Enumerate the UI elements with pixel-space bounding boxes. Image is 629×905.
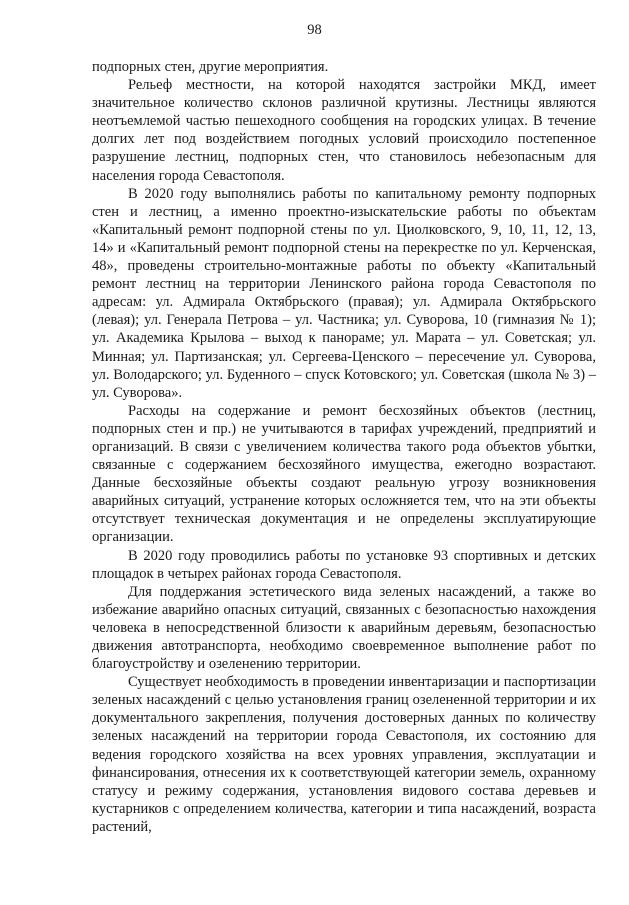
page-number: 98 [307,22,322,38]
paragraph-green-spaces: Для поддержания эстетического вида зеленых насаждений, а также во избежание аварийно опасных ситуаций, связанных с безопасностью нахождения человека в непосредственной близости к аварийным деревьям, безопасностью движения автотранспорта, необходимо своевременное выполнение работ по благоустройству и озеленению территории. [92,583,596,673]
paragraph-continuation: подпорных стен, другие мероприятия. [92,59,329,75]
paragraph-repairs-2020: В 2020 году выполнялись работы по капитальному ремонту подпорных стен и лестниц, а именно проектно-изыскательские работы по объектам «Капитальный ремонт подпорной стены по ул. Циолковского, 9, 10, 11, 12, 13, 14» и «Капитальный ремонт подпорной стены на перекрестке по ул. Керченская, 48», проведены строительно-монтажные работы по объекту «Капитальный ремонт лестниц на территории Ленинского района города Севастополя по адресам: ул. Адмирала Октябрьского (правая); ул. Адмирала Октябрьского (левая); ул. Генерала Петрова – ул. Частника; ул. Суворова, 10 (гимназия № 1); ул. Академика Крылова – выход к панораме; ул. Марата – ул. Советская; ул. Минная; ул. Партизанская; ул. Сергеева-Ценского – пересечение ул. Суворова, ул. Володарского; ул. Буденного – спуск Котовского; ул. Советская (школа № 3) – ул. Суворова». [92,185,596,401]
paragraph-playgrounds: В 2020 году проводились работы по установке 93 спортивных и детских площадок в четырех районах города Севастополя. [92,547,596,582]
body-text [92,58,596,836]
paragraph-inventory: Существует необходимость в проведении инвентаризации и паспортизации зеленых насаждений с целью установления границ озелененной территории и их документального закрепления, получения достоверных данных по количеству зеленых насаждений на территории города Севастополя, их состоянию для ведения городского хозяйства на всех уровнях управления, эксплуатации и финансирования, отнесения их к соответствующей категории земель, охранному статусу и режиму содержания, установления видового состава деревьев и кустарников с определением количества, категории и типа насаждений, возраста растений, [92,674,596,835]
paragraph-ownerless-objects: Расходы на содержание и ремонт бесхозяйных объектов (лестниц, подпорных стен и пр.) не учитываются в тарифах учреждений, предприятий и организаций. В связи с увеличением количества такого рода объектов убытки, связанные с содержанием бесхозяйного имущества, ежегодно возрастают. Данные бесхозяйные объекты создают реальную угрозу возникновения аварийных ситуаций, устранение которых осложняется тем, что на эти объекты отсутствует техническая документация и не определены эксплуатирующие организации. [92,402,596,546]
paragraph-terrain: Рельеф местности, на которой находятся застройки МКД, имеет значительное количество склонов различной крутизны. Лестницы являются неотъемлемой частью пешеходного сообщения на городских улицах. В течение долгих лет под воздействием погодных условий происходило постепенное разрушение лестниц, подпорных стен, что становилось небезопасным для населения города Севастополя. [92,77,596,184]
